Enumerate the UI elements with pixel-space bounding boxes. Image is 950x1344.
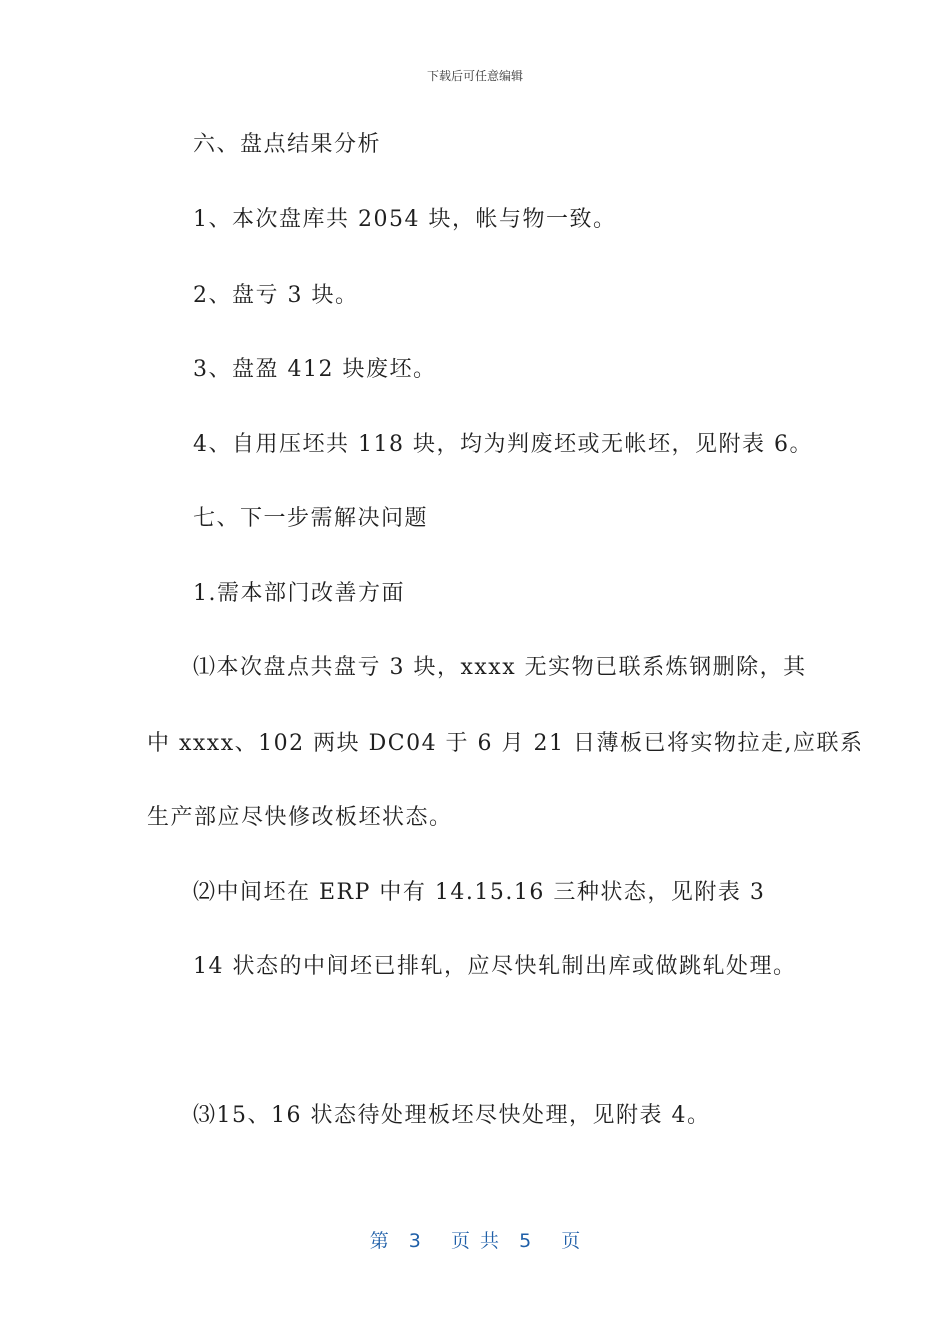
paragraph-line: ⑶15、16 状态待处理板坯尽快处理，见附表 4。 — [193, 1103, 711, 1128]
paragraph-line: ⑵中间坯在 ERP 中有 14.15.16 三种状态，见附表 3 — [193, 880, 766, 905]
paragraph-line: 4、自用压坯共 118 块，均为判废坯或无帐坯，见附表 6。 — [193, 432, 813, 457]
subsection-heading: 1.需本部门改善方面 — [193, 581, 405, 606]
paragraph-line: 2、盘亏 3 块。 — [193, 283, 359, 308]
section-heading-next-steps: 七、下一步需解决问题 — [193, 506, 429, 531]
page-number-footer: 第 3 页 共 5 页 — [369, 1230, 581, 1252]
paragraph-line: ⑴本次盘点共盘亏 3 块，xxxx 无实物已联系炼钢删除，其 — [193, 655, 807, 680]
paragraph-line: 3、盘盈 412 块废坯。 — [193, 357, 437, 382]
header-note: 下载后可任意编辑 — [426, 69, 523, 83]
paragraph-line: 生产部应尽快修改板坯状态。 — [147, 805, 453, 830]
paragraph-line: 1、本次盘库共 2054 块，帐与物一致。 — [193, 207, 617, 232]
paragraph-line: 14 状态的中间坯已排轧，应尽快轧制出库或做跳轧处理。 — [193, 954, 797, 979]
paragraph-line: 中 xxxx、102 两块 DC04 于 6 月 21 日薄板已将实物拉走,应联系 — [147, 731, 864, 756]
section-heading-analysis: 六、盘点结果分析 — [193, 132, 382, 157]
